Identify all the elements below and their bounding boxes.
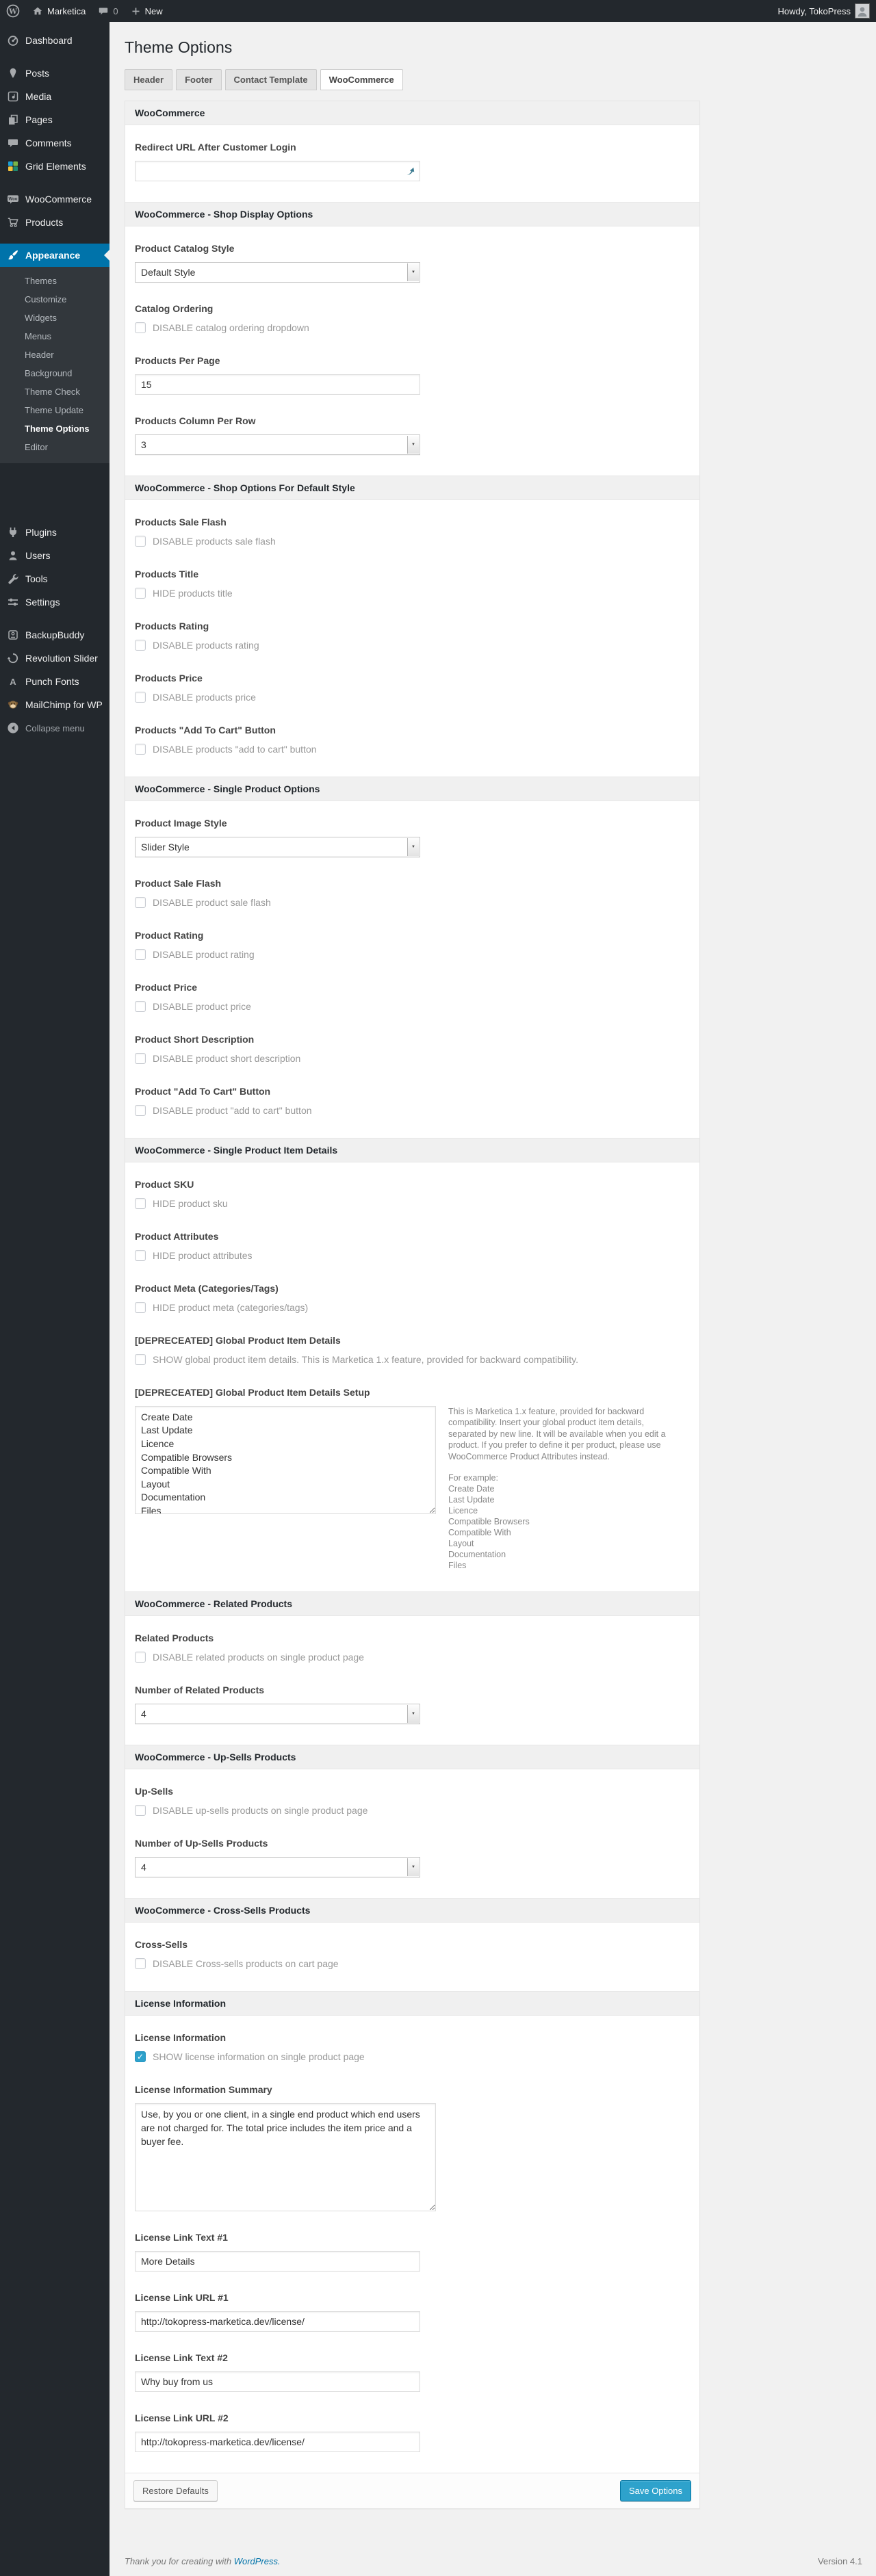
comments-icon — [6, 136, 20, 150]
appearance-brush-icon — [6, 248, 20, 262]
checkbox-product-short-description[interactable] — [135, 1053, 146, 1064]
sidebar-item-revolution-slider[interactable] — [0, 647, 110, 670]
page-title: Theme Options — [125, 38, 233, 56]
section-woocommerce — [125, 101, 699, 181]
theme-options-panel — [125, 101, 700, 2510]
sidebar-item-collapse-menu[interactable] — [0, 716, 110, 740]
field-label: Product "Add To Cart" Button — [135, 1085, 271, 1097]
field-label: Number of Up-Sells Products — [135, 1838, 268, 1849]
checkbox-product-attributes[interactable] — [135, 1250, 146, 1261]
field-up-sells — [135, 1786, 690, 1816]
field-products-column-per-row — [135, 415, 690, 455]
sidebar-item-label: Media — [25, 91, 52, 102]
checkbox-row — [135, 1105, 690, 1116]
sidebar-item-tools[interactable] — [0, 567, 110, 590]
field-redirect-url-after-customer-login — [135, 142, 690, 181]
field-label: Catalog Ordering — [135, 302, 214, 314]
sidebar-separator — [0, 178, 110, 187]
checkbox-row — [135, 1354, 690, 1365]
field-label: License Link URL #2 — [135, 2412, 229, 2424]
field-label: Product Short Description — [135, 1033, 255, 1045]
field-label: Product Rating — [135, 929, 204, 941]
sidebar-item-pages[interactable] — [0, 108, 110, 131]
save-options-button[interactable]: Save Options — [620, 2480, 691, 2501]
wp-logo-button[interactable] — [0, 0, 26, 22]
section-body — [125, 1923, 699, 1969]
input-wrap — [135, 2251, 420, 2272]
checkbox-row — [135, 692, 690, 703]
checkbox-product-sku[interactable] — [135, 1198, 146, 1209]
field-products-price — [135, 673, 690, 703]
settings-icon — [6, 595, 20, 609]
footer-version: Version 4.1 — [817, 2556, 862, 2566]
field-label: License Link Text #1 — [135, 2232, 228, 2243]
field-label: Products Column Per Row — [135, 415, 256, 426]
sidebar-spacer — [0, 463, 110, 521]
field-products-add-to-cart-button — [135, 725, 690, 755]
checkbox-text: DISABLE products "add to cart" button — [153, 743, 317, 755]
checkbox-text: SHOW global product item details. This is Marketica 1.x feature, provided for backward compatibility. — [153, 1353, 578, 1365]
appearance-submenu — [0, 267, 110, 463]
section-body — [125, 226, 699, 455]
admin-menu — [0, 22, 110, 740]
sidebar-item-label: Grid Elements — [25, 161, 86, 172]
sidebar-item-mailchimp-for-wp[interactable] — [0, 693, 110, 716]
description-example-line: Layout — [448, 1539, 474, 1549]
checkbox-catalog-ordering[interactable] — [135, 322, 146, 333]
sidebar — [0, 22, 110, 2576]
description-example-line: Licence — [448, 1506, 478, 1516]
section-body — [125, 1162, 699, 1572]
field-products-sale-flash — [135, 517, 690, 547]
sidebar-item-plugins[interactable] — [0, 521, 110, 544]
field-product-add-to-cart-button — [135, 1086, 690, 1116]
license-link-text-2-input[interactable] — [135, 2371, 420, 2392]
submenu-item-menus[interactable]: Menus — [25, 331, 52, 341]
checkbox-text: HIDE product meta (categories/tags) — [153, 1301, 309, 1313]
description-example-line: Compatible With — [448, 1528, 511, 1538]
field-label: Product Meta (Categories/Tags) — [135, 1282, 279, 1294]
sidebar-separator — [0, 52, 110, 62]
checkbox-text: HIDE product attributes — [153, 1249, 253, 1261]
sidebar-item-settings[interactable] — [0, 590, 110, 614]
textarea-row — [135, 1406, 690, 1572]
select-arrow-icon: ▼ — [407, 1858, 419, 1876]
checkbox-text: HIDE products title — [153, 587, 233, 599]
submenu-item-theme-options[interactable]: Theme Options — [25, 424, 90, 434]
posts-icon — [6, 66, 20, 80]
sidebar-item-label: Revolution Slider — [25, 653, 98, 664]
field-depreceated-global-product-item-details — [135, 1335, 690, 1365]
section-header: WooCommerce - Shop Display Options — [125, 202, 699, 226]
field-label: Products Price — [135, 672, 203, 684]
section-header: WooCommerce - Up-Sells Products — [125, 1745, 699, 1769]
checkbox-product-sale-flash[interactable] — [135, 897, 146, 908]
field-description — [448, 1406, 681, 1572]
field-label: Cross-Sells — [135, 1939, 188, 1951]
section-woocommerce-up-sells-products — [125, 1745, 699, 1877]
section-license-information — [125, 1991, 699, 2452]
submenu-item-themes[interactable]: Themes — [25, 276, 57, 286]
checkbox-text: DISABLE product short description — [153, 1052, 301, 1064]
products-cart-icon — [6, 216, 20, 229]
field-label: Product Image Style — [135, 817, 227, 829]
footer-thankyou-text: Thank you for creating with — [125, 2556, 232, 2566]
select-arrow-icon: ▼ — [407, 838, 419, 856]
restore-defaults-button[interactable]: Restore Defaults — [133, 2480, 218, 2501]
number-of-related-products-select[interactable] — [135, 1704, 420, 1724]
wordpress-logo-icon — [6, 4, 20, 18]
checkbox-related-products[interactable] — [135, 1652, 146, 1663]
field-product-rating — [135, 930, 690, 960]
input-wrap — [135, 161, 420, 181]
section-woocommerce-single-product-options — [125, 777, 699, 1116]
woocommerce-icon — [6, 192, 20, 206]
checkbox-products-sale-flash[interactable] — [135, 536, 146, 547]
footer-thankyou — [125, 2556, 281, 2566]
tab-contact-template[interactable]: Contact Template — [225, 69, 317, 90]
field-license-link-text-1 — [135, 2232, 690, 2272]
select-arrow-icon: ▼ — [407, 263, 419, 281]
sidebar-item-punch-fonts[interactable] — [0, 670, 110, 693]
field-label: Up-Sells — [135, 1786, 174, 1797]
checkbox-row — [135, 322, 690, 333]
field-label: Product Attributes — [135, 1230, 219, 1242]
submenu-item-customize[interactable]: Customize — [25, 294, 67, 304]
description-text: This is Marketica 1.x feature, provided for backward compatibility. Insert your global product item details, separated by new line. It will be available when you edit a product. If you prefer to define it per product, please use WooCommerce Product Attributes instead. — [448, 1406, 666, 1461]
license-link-url-2-input[interactable] — [135, 2432, 420, 2452]
field-cross-sells — [135, 1939, 690, 1969]
sidebar-item-label: WooCommerce — [25, 194, 92, 205]
sidebar-item-label: Dashboard — [25, 35, 73, 46]
sidebar-item-label: Pages — [25, 114, 53, 125]
field-label: [DEPRECEATED] Global Product Item Details — [135, 1334, 341, 1346]
description-example-line: Last Update — [448, 1495, 495, 1505]
sidebar-separator — [0, 614, 110, 623]
punch-fonts-icon — [6, 675, 20, 688]
admin-bar — [0, 0, 876, 22]
page-footer — [125, 2556, 862, 2566]
collapse-icon — [6, 721, 20, 735]
section-body — [125, 125, 699, 181]
avatar — [855, 3, 870, 18]
grid-elements-icon — [6, 159, 20, 173]
license-information-summary-textarea[interactable] — [135, 2103, 436, 2211]
sidebar-item-label: Punch Fonts — [25, 676, 79, 687]
sidebar-item-appearance[interactable] — [0, 244, 110, 267]
section-header: WooCommerce - Cross-Sells Products — [125, 1898, 699, 1923]
textarea-row — [135, 2103, 690, 2211]
sidebar-item-comments[interactable] — [0, 131, 110, 155]
sidebar-item-label: Products — [25, 217, 64, 228]
field-product-catalog-style — [135, 243, 690, 283]
checkbox-row — [135, 949, 690, 960]
wordpress-link[interactable]: WordPress. — [233, 2556, 281, 2566]
dashboard-icon — [6, 34, 20, 47]
field-license-information — [135, 2032, 690, 2062]
sidebar-item-media[interactable] — [0, 85, 110, 108]
input-wrap — [135, 2371, 420, 2392]
field-license-information-summary — [135, 2084, 690, 2211]
new-content-menu[interactable] — [125, 0, 169, 22]
field-label: Number of Related Products — [135, 1684, 265, 1696]
section-body — [125, 500, 699, 755]
sidebar-item-woocommerce[interactable] — [0, 187, 110, 211]
svg-text:W: W — [9, 8, 17, 16]
field-catalog-ordering — [135, 303, 690, 333]
field-product-price — [135, 982, 690, 1012]
site-name-label: Marketica — [47, 5, 86, 16]
checkbox-license-information[interactable]: ✓ — [135, 2051, 146, 2062]
number-of-up-sells-products-select[interactable] — [135, 1857, 420, 1877]
checkbox-row — [135, 588, 690, 599]
checkbox-text: DISABLE products sale flash — [153, 535, 276, 547]
field-label: Product Sale Flash — [135, 877, 222, 889]
checkbox-products-title[interactable] — [135, 588, 146, 599]
site-name-menu[interactable] — [26, 0, 92, 22]
sidebar-item-label: Appearance — [25, 250, 81, 261]
section-header: WooCommerce — [125, 101, 699, 125]
checkbox-row — [135, 536, 690, 547]
select-value: Default Style — [141, 266, 196, 278]
checkbox-text: DISABLE products rating — [153, 639, 259, 651]
sidebar-item-label: BackupBuddy — [25, 629, 85, 640]
main-content — [110, 0, 876, 2509]
checkbox-text: HIDE product sku — [153, 1197, 228, 1209]
description-example-line: Files — [448, 1561, 467, 1571]
field-product-sale-flash — [135, 878, 690, 908]
field-label: License Link URL #1 — [135, 2292, 229, 2304]
checkbox-products-price[interactable] — [135, 692, 146, 703]
checkbox-row — [135, 1805, 690, 1816]
sidebar-item-label: Posts — [25, 68, 50, 79]
sidebar-item-products[interactable] — [0, 211, 110, 234]
howdy-label: Howdy, TokoPress — [777, 5, 851, 16]
section-woocommerce-shop-display-options — [125, 202, 699, 455]
select-arrow-icon: ▼ — [407, 436, 419, 454]
field-products-title — [135, 569, 690, 599]
checkbox-products-rating[interactable] — [135, 640, 146, 651]
select-arrow-icon: ▼ — [407, 1705, 419, 1723]
checkbox-up-sells[interactable] — [135, 1805, 146, 1816]
submenu-item-background[interactable]: Background — [25, 368, 73, 378]
sidebar-item-dashboard[interactable] — [0, 29, 110, 52]
checkbox-row — [135, 640, 690, 651]
field-label: Products Title — [135, 568, 199, 580]
section-header: WooCommerce - Single Product Item Details — [125, 1138, 699, 1162]
checkbox-depreceated-global-product-item-details[interactable] — [135, 1354, 146, 1365]
sections-container — [125, 101, 699, 2453]
input-wrap — [135, 2311, 420, 2332]
submenu-item-widgets[interactable]: Widgets — [25, 313, 57, 323]
tab-header[interactable]: Header — [125, 69, 172, 90]
section-header: WooCommerce - Single Product Options — [125, 777, 699, 801]
field-license-link-text-2 — [135, 2352, 690, 2392]
checkbox-row — [135, 1198, 690, 1209]
backupbuddy-icon — [6, 628, 20, 642]
svg-text:A: A — [10, 676, 16, 687]
sidebar-item-label: MailChimp for WP — [25, 699, 103, 710]
sidebar-item-label: Comments — [25, 138, 72, 148]
tools-icon — [6, 572, 20, 586]
field-label: Product SKU — [135, 1178, 194, 1190]
select-value: 4 — [141, 1862, 146, 1873]
tab-woocommerce[interactable]: WooCommerce — [320, 69, 403, 90]
checkbox-text: DISABLE products price — [153, 691, 256, 703]
field-license-link-url-2 — [135, 2412, 690, 2452]
new-label: New — [144, 5, 163, 16]
field-license-link-url-1 — [135, 2292, 690, 2332]
sidebar-item-label: Tools — [25, 573, 48, 584]
field-label: License Information — [135, 2032, 227, 2044]
users-icon — [6, 549, 20, 562]
field-product-attributes — [135, 1231, 690, 1261]
checkbox-row — [135, 744, 690, 755]
field-number-of-up-sells-products — [135, 1838, 690, 1877]
sidebar-item-label: Collapse menu — [25, 723, 85, 733]
license-link-text-1-input[interactable] — [135, 2251, 420, 2272]
checkbox-products-add-to-cart-button[interactable] — [135, 744, 146, 755]
section-header: WooCommerce - Shop Options For Default Style — [125, 476, 699, 500]
checkbox-row — [135, 1053, 690, 1064]
revolution-slider-icon — [6, 651, 20, 665]
field-label: Products Rating — [135, 620, 209, 632]
checkbox-row — [135, 2051, 690, 2062]
plus-icon — [131, 6, 141, 16]
field-product-short-description — [135, 1034, 690, 1064]
checkbox-text: DISABLE Cross-sells products on cart page — [153, 1958, 339, 1970]
section-body — [125, 1769, 699, 1877]
mailchimp-icon — [6, 698, 20, 712]
sidebar-item-label: Plugins — [25, 527, 57, 538]
pages-icon — [6, 113, 20, 127]
submenu-item-header[interactable]: Header — [25, 350, 54, 360]
field-products-per-page — [135, 355, 690, 395]
description-example-title: For example: — [448, 1473, 498, 1483]
checkbox-product-meta-categories-tags[interactable] — [135, 1302, 146, 1313]
product-image-style-select[interactable] — [135, 837, 420, 857]
field-product-meta-categories-tags — [135, 1283, 690, 1313]
sidebar-separator — [0, 234, 110, 244]
product-catalog-style-select[interactable] — [135, 262, 420, 283]
media-icon — [6, 90, 20, 103]
license-link-url-1-input[interactable] — [135, 2311, 420, 2332]
checkbox-row — [135, 1652, 690, 1663]
field-related-products — [135, 1632, 690, 1663]
checkbox-product-price[interactable] — [135, 1001, 146, 1012]
checkbox-text: DISABLE product "add to cart" button — [153, 1104, 312, 1116]
field-label: Product Price — [135, 981, 198, 993]
input-wrap — [135, 374, 420, 395]
description-example-line: Documentation — [448, 1550, 506, 1560]
section-woocommerce-single-product-item-details — [125, 1138, 699, 1572]
field-product-image-style — [135, 818, 690, 857]
submenu-item-editor[interactable]: Editor — [25, 442, 48, 452]
products-column-per-row-select[interactable] — [135, 434, 420, 455]
field-number-of-related-products — [135, 1684, 690, 1724]
field-label: [DEPRECEATED] Global Product Item Details Setup — [135, 1386, 370, 1398]
section-body — [125, 1616, 699, 1724]
field-label: Products Sale Flash — [135, 516, 227, 528]
section-woocommerce-shop-options-for-default-style — [125, 476, 699, 755]
tab-bar — [125, 69, 862, 90]
plugins-icon — [6, 525, 20, 539]
checkbox-row — [135, 1001, 690, 1012]
checkbox-cross-sells[interactable] — [135, 1958, 146, 1969]
sidebar-item-grid-elements[interactable] — [0, 155, 110, 178]
checkbox-row — [135, 1250, 690, 1261]
comment-bubble-icon — [98, 5, 109, 16]
section-body — [125, 801, 699, 1116]
checkbox-text: DISABLE product rating — [153, 948, 255, 960]
tab-footer[interactable]: Footer — [176, 69, 221, 90]
checkbox-text: SHOW license information on single product page — [153, 2051, 365, 2063]
comments-count: 0 — [113, 5, 118, 16]
checkbox-text: DISABLE related products on single product page — [153, 1652, 364, 1663]
submenu-item-theme-check[interactable]: Theme Check — [25, 387, 80, 397]
checkbox-row — [135, 1302, 690, 1313]
sidebar-item-posts[interactable] — [0, 62, 110, 85]
select-value: 3 — [141, 439, 146, 450]
section-woocommerce-cross-sells-products — [125, 1898, 699, 1969]
depreceated-global-product-item-details-setup-textarea[interactable] — [135, 1406, 436, 1514]
home-icon — [32, 5, 43, 16]
section-header: License Information — [125, 1991, 699, 2016]
checkbox-text: DISABLE catalog ordering dropdown — [153, 322, 309, 333]
checkbox-product-add-to-cart-button[interactable] — [135, 1105, 146, 1116]
field-label: Products Per Page — [135, 354, 220, 366]
form-footer — [125, 2473, 699, 2508]
description-example-line: Compatible Browsers — [448, 1517, 530, 1527]
checkbox-row — [135, 897, 690, 908]
select-value: Slider Style — [141, 841, 190, 853]
field-label: License Information Summary — [135, 2084, 272, 2096]
section-header: WooCommerce - Related Products — [125, 1591, 699, 1616]
input-wrap — [135, 2432, 420, 2452]
svg-text:Woo: Woo — [8, 197, 18, 202]
checkbox-text: DISABLE product price — [153, 1000, 251, 1012]
sidebar-item-users[interactable] — [0, 544, 110, 567]
section-woocommerce-related-products — [125, 1591, 699, 1724]
field-product-sku — [135, 1179, 690, 1209]
field-label: Related Products — [135, 1632, 214, 1644]
sidebar-item-label: Settings — [25, 597, 60, 608]
my-account-menu[interactable] — [772, 0, 876, 22]
checkbox-product-rating[interactable] — [135, 949, 146, 960]
field-products-rating — [135, 621, 690, 651]
submenu-item-theme-update[interactable]: Theme Update — [25, 405, 83, 415]
field-label: Redirect URL After Customer Login — [135, 141, 296, 153]
comments-shortcut[interactable] — [92, 0, 124, 22]
description-example-line: Create Date — [448, 1484, 495, 1494]
sidebar-item-label: Users — [25, 550, 51, 561]
field-depreceated-global-product-item-details-setup — [135, 1387, 690, 1572]
select-value: 4 — [141, 1708, 146, 1720]
checkbox-text: DISABLE product sale flash — [153, 896, 271, 908]
checkbox-text: DISABLE up-sells products on single product page — [153, 1805, 368, 1817]
checkbox-row — [135, 1958, 690, 1969]
url-picker-icon[interactable] — [405, 166, 417, 177]
products-per-page-input[interactable] — [135, 374, 420, 395]
sidebar-item-backupbuddy[interactable] — [0, 623, 110, 647]
field-label: Products "Add To Cart" Button — [135, 724, 276, 736]
section-body — [125, 2016, 699, 2452]
field-label: Product Catalog Style — [135, 242, 235, 254]
redirect-url-after-customer-login-input[interactable] — [135, 161, 420, 181]
field-label: License Link Text #2 — [135, 2352, 228, 2364]
